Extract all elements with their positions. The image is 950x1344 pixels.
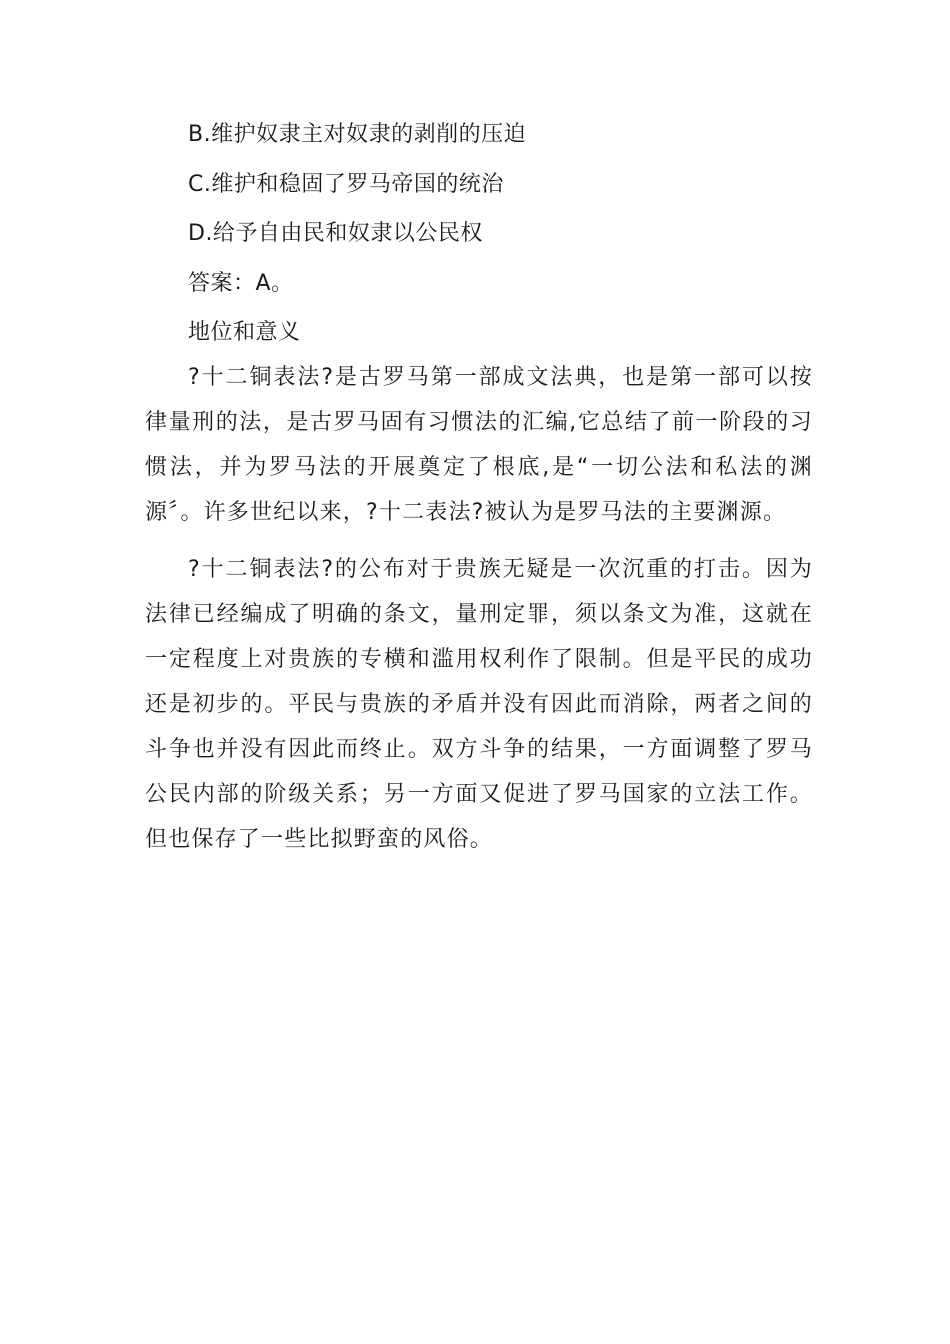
answer-line: 答案：A。 xyxy=(188,271,294,296)
paragraph-2: ?十二铜表法?的公布对于贵族无疑是一次沉重的打击。因为法律已经编成了明确的条文，量刑定罪，须以条文为准，这就在一定程度上对贵族的专横和滥用权利作了限制。但是平民的成功还是初步的。平民与贵族的矛盾并没有因此而消除，两者之间的斗争也并没有因此而终止。双方斗争的结果，一方面调整了罗马公民内部的阶级关系；另一方面又促进了罗马国家的立法工作。但也保存了一些比拟野蛮的风俗。 xyxy=(145,557,813,852)
paragraph-1: ?十二铜表法?是古罗马第一部成文法典，也是第一部可以按律量刑的法，是古罗马固有习惯法的汇编,它总结了前一阶段的习惯法，并为罗马法的开展奠定了根底,是“一切公法和私法的渊源〞。许多世纪以来，?十二表法?被认为是罗马法的主要渊源。 xyxy=(145,365,813,525)
option-b: B.维护奴隶主对奴隶的剥削的压迫 xyxy=(188,122,527,147)
option-d: D.给予自由民和奴隶以公民权 xyxy=(188,221,483,246)
option-c: C.维护和稳固了罗马帝国的统治 xyxy=(188,172,504,197)
section-heading: 地位和意义 xyxy=(188,320,301,345)
